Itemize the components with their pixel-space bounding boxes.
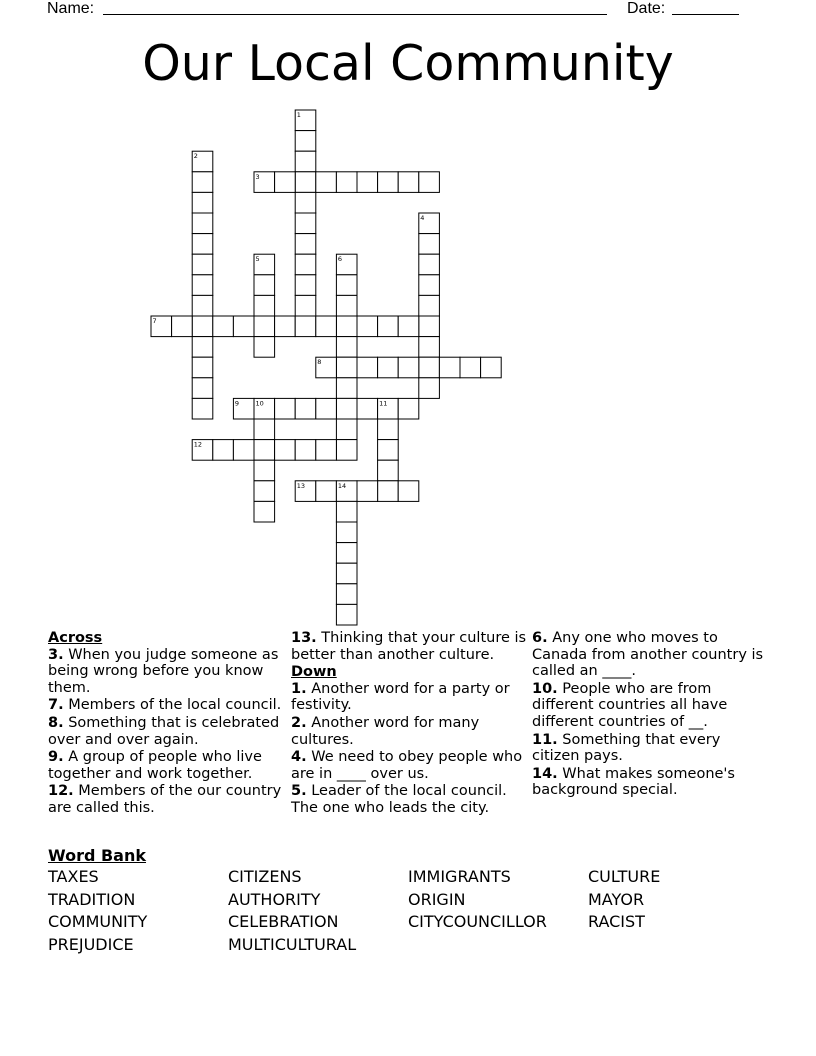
grid-cell[interactable] (254, 316, 275, 337)
word-bank-item: ORIGIN (408, 889, 466, 909)
grid-cell[interactable] (213, 316, 234, 337)
grid-cell[interactable] (295, 398, 316, 419)
grid-cell[interactable] (336, 522, 357, 543)
clue-down-2: 2. Another word for many cultures. (291, 714, 480, 748)
grid-cell[interactable] (419, 234, 440, 255)
clue-across-7: 7. Members of the local council. (48, 697, 282, 714)
grid-cell[interactable] (336, 275, 357, 296)
grid-cell[interactable] (398, 398, 419, 419)
clue-across-8: 8. Something that is celebrated over and over again. (48, 714, 280, 748)
word-bank-item: IMMIGRANTS (408, 867, 511, 886)
grid-cell[interactable] (398, 481, 419, 502)
word-bank-item: CELEBRATION (228, 912, 339, 931)
grid-cell[interactable] (275, 440, 296, 461)
grid-cell[interactable] (295, 213, 316, 234)
word-bank-item: TAXES (48, 867, 99, 886)
clue-number-label: 6 (337, 255, 343, 264)
grid-cell[interactable] (336, 543, 357, 564)
grid-cell[interactable] (439, 357, 460, 378)
grid-cell[interactable] (336, 357, 357, 378)
word-bank-item: RACIST (588, 912, 645, 931)
grid-cell[interactable] (295, 440, 316, 461)
clue-down-6: 6. Any one who moves to Canada from another country is called an ____. (532, 630, 764, 680)
grid-cell[interactable] (254, 275, 275, 296)
grid-cell[interactable] (357, 357, 378, 378)
clue-down-10: 10. People who are from different countries all have different countries of __. (532, 680, 728, 730)
grid-cell[interactable] (192, 295, 213, 316)
down-heading: Down (291, 664, 337, 681)
grid-cell[interactable] (254, 501, 275, 522)
grid-cell[interactable] (378, 316, 399, 337)
grid-cell[interactable] (357, 481, 378, 502)
grid-cell[interactable] (481, 357, 502, 378)
grid-cell[interactable] (336, 563, 357, 584)
grid-cell[interactable] (419, 316, 440, 337)
clue-across-13: 13. Thinking that your culture is better than another culture. (291, 630, 527, 663)
page-title: Our Local Community (142, 35, 674, 92)
grid-cell[interactable] (357, 398, 378, 419)
clue-number-label: 14 (337, 481, 347, 490)
clues-column-3 (532, 630, 772, 800)
grid-cell[interactable] (192, 213, 213, 234)
clue-number-label: 5 (255, 255, 260, 264)
clues-column-1 (48, 630, 284, 818)
grid-cell[interactable] (460, 357, 481, 378)
grid-cell[interactable] (295, 192, 316, 213)
clue-number-label: 10 (255, 399, 264, 408)
grid-cell[interactable] (254, 295, 275, 316)
clue-down-4: 4. We need to obey people who are in ____ over us. (291, 749, 523, 782)
grid-cell[interactable] (172, 316, 193, 337)
clue-number-label: 2 (193, 152, 198, 161)
grid-cell[interactable] (419, 275, 440, 296)
grid-cell[interactable] (295, 234, 316, 255)
grid-cell[interactable] (419, 378, 440, 399)
grid-cell[interactable] (295, 131, 316, 152)
clue-across-9: 9. A group of people who live together and work together. (48, 749, 262, 782)
clue-number-label: 9 (234, 399, 240, 408)
grid-cell[interactable] (336, 604, 357, 625)
grid-cell[interactable] (398, 172, 419, 193)
grid-cell[interactable] (378, 357, 399, 378)
grid-cell[interactable] (378, 172, 399, 193)
word-bank-item: TRADITION (48, 889, 136, 909)
grid-cell[interactable] (295, 254, 316, 275)
grid-cell[interactable] (336, 440, 357, 461)
grid-cell[interactable] (192, 316, 213, 337)
grid-cell[interactable] (419, 357, 440, 378)
date-label: Date: (627, 0, 666, 17)
grid-cell[interactable] (233, 440, 254, 461)
grid-cell[interactable] (295, 295, 316, 316)
grid-cell[interactable] (419, 295, 440, 316)
clue-across-12: 12. Members of the our country are called this. (48, 783, 282, 816)
grid-cell[interactable] (336, 378, 357, 399)
word-bank-title: Word Bank (48, 846, 147, 865)
grid-cell[interactable] (192, 275, 213, 296)
across-heading: Across (48, 630, 103, 646)
grid-cell[interactable] (192, 357, 213, 378)
word-bank-item: CITYCOUNCILLOR (408, 912, 547, 931)
grid-cell[interactable] (295, 275, 316, 296)
word-bank-item: CULTURE (588, 867, 661, 886)
grid-cell[interactable] (275, 316, 296, 337)
grid-cell[interactable] (357, 172, 378, 193)
word-bank-item: CITIZENS (228, 867, 302, 886)
grid-cell[interactable] (295, 316, 316, 337)
grid-cell[interactable] (213, 440, 234, 461)
grid-cell[interactable] (316, 398, 337, 419)
grid-cell[interactable] (378, 460, 399, 481)
word-bank (48, 868, 768, 954)
grid-cell[interactable] (275, 172, 296, 193)
clue-number-label: 8 (317, 358, 322, 367)
grid-cell[interactable] (398, 316, 419, 337)
clue-down-5: 5. Leader of the local council. The one who leads the city. (291, 783, 507, 816)
grid-cell[interactable] (357, 316, 378, 337)
grid-cell[interactable] (336, 337, 357, 358)
grid-cell[interactable] (254, 419, 275, 440)
grid-cell[interactable] (254, 481, 275, 502)
grid-cell[interactable] (295, 172, 316, 193)
grid-cell[interactable] (275, 398, 296, 419)
grid-cell[interactable] (316, 172, 337, 193)
grid-cell[interactable] (192, 378, 213, 399)
clues-column-2 (291, 630, 527, 818)
grid-cell[interactable] (336, 419, 357, 440)
clue-number-label: 12 (193, 440, 202, 449)
word-bank-item: MAYOR (588, 889, 645, 909)
grid-cell[interactable] (378, 481, 399, 502)
grid-cell[interactable] (316, 316, 337, 337)
clue-down-11: 11. Something that every citizen pays. (532, 731, 721, 765)
grid-cell[interactable] (192, 337, 213, 358)
grid-cell[interactable] (316, 481, 337, 502)
grid-cell[interactable] (336, 584, 357, 605)
grid-cell[interactable] (192, 254, 213, 275)
grid-cell[interactable] (336, 295, 357, 316)
clue-number-label: 13 (296, 481, 305, 490)
clue-number-label: 1 (296, 111, 301, 119)
grid-cell[interactable] (336, 316, 357, 337)
clue-down-1: 1. Another word for a party or festivity. (291, 680, 510, 714)
grid-cell[interactable] (295, 151, 316, 172)
word-bank-item: PREJUDICE (48, 934, 134, 954)
clue-across-3: 3. When you judge someone as being wrong before you know them. (48, 646, 279, 696)
word-bank-item: COMMUNITY (48, 912, 148, 931)
grid-cell[interactable] (378, 440, 399, 461)
grid-cell[interactable] (419, 172, 440, 193)
clue-number-label: 4 (420, 214, 425, 222)
grid-cell[interactable] (233, 316, 254, 337)
grid-cell[interactable] (192, 172, 213, 193)
word-bank-item: MULTICULTURAL (228, 934, 357, 954)
clue-number-label: 7 (152, 317, 157, 325)
grid-cell[interactable] (192, 192, 213, 213)
grid-cell[interactable] (254, 337, 275, 358)
grid-cell[interactable] (336, 398, 357, 419)
grid-cell[interactable] (419, 337, 440, 358)
grid-cell[interactable] (419, 254, 440, 275)
grid-cell[interactable] (254, 440, 275, 461)
grid-cell[interactable] (378, 419, 399, 440)
grid-cell[interactable] (336, 501, 357, 522)
word-bank-item: AUTHORITY (228, 889, 321, 909)
grid-cell[interactable] (254, 460, 275, 481)
clue-number-label: 3 (255, 172, 260, 181)
grid-cell[interactable] (192, 234, 213, 255)
name-label: Name: (47, 0, 95, 17)
grid-cell[interactable] (316, 440, 337, 461)
clue-number-label: 11 (379, 399, 388, 408)
clue-down-14: 14. What makes someone's background special. (532, 765, 735, 799)
grid-cell[interactable] (336, 172, 357, 193)
grid-cell[interactable] (192, 398, 213, 419)
grid-cell[interactable] (398, 357, 419, 378)
